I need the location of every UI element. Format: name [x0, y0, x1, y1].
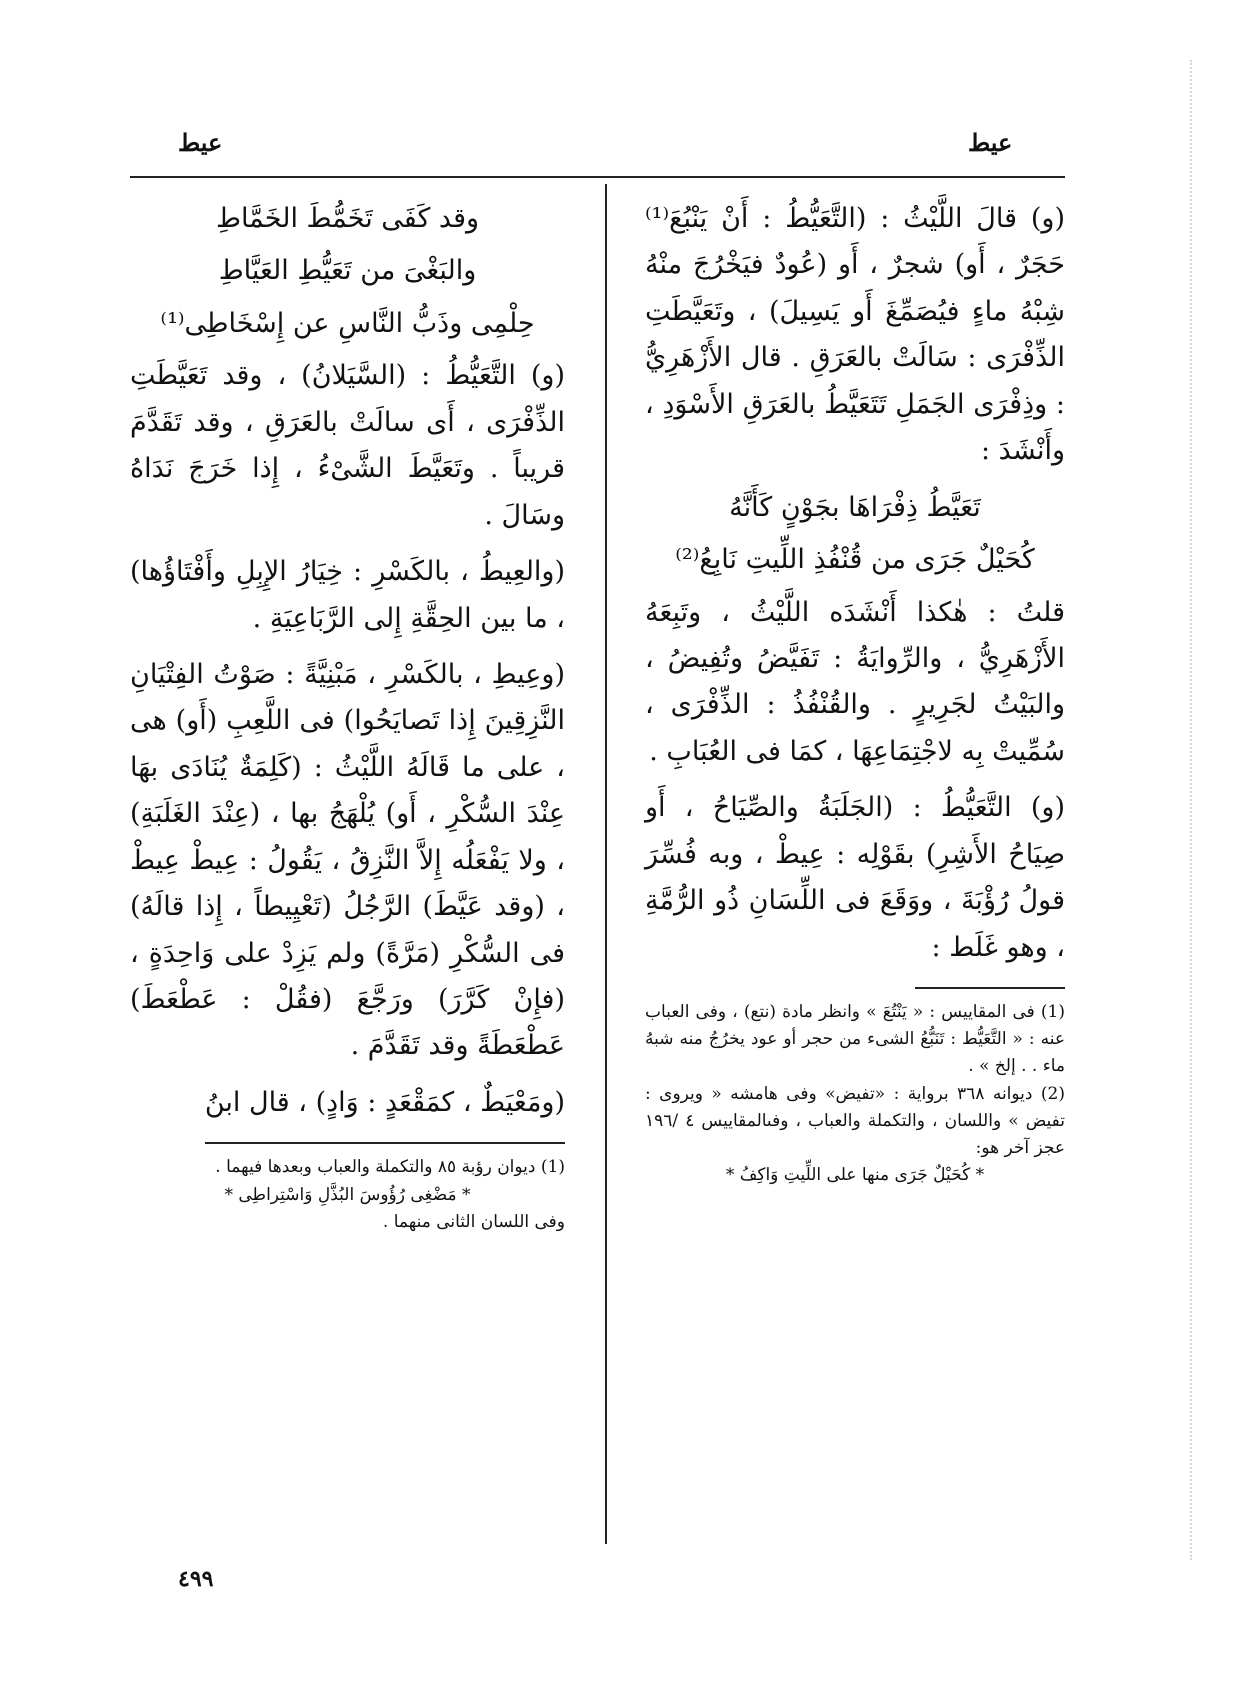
footnote: (2) ديوانه ٣٦٨ برواية : «تفيض» وفى هامشه « ويروى : تفيض » واللسان ، والتكملة والعباب ، وفىالمقاييس ٤ /١٩٦ عجز آخر هو: — [645, 1083, 1066, 1158]
verse-line: كُحَيْلٌ جَرَى من قُنْفُذِ اللِّيتِ نَابِعُ⁽²⁾ — [675, 544, 1035, 576]
paragraph: (والعِيطُ ، بالكَسْرِ : خِيَارُ الإِبِلِ وأَفْتَاؤُها) ، ما بين الحِقَّةِ إِلى الرَّبَاعِيَةِ . — [130, 556, 565, 634]
verse-line: تَعَيَّطُ ذِفْرَاهَا بجَوْنٍ كَأَنَّهُ — [729, 491, 981, 523]
paragraph: (و) التَّعَيُّطُ : (الجَلَبَةُ والصِّيَاحُ ، أَو صِيَاحُ الأَشِرِ) بقَوْلِه : عِيطْ ، وبه فُسِّرَ قولُ رُؤْبَةَ ، ووَقَعَ فى اللِّسَانِ ذُو الرُّمَّةِ ، وهو غَلَط : — [645, 792, 1065, 963]
verse-line: والبَغْىَ من تَعَيُّطِ العَيَّاطِ — [218, 255, 477, 287]
paragraph: قلتُ : هٰكذا أَنْشَدَه اللَّيْثُ ، وتَبِعَهُ الأَزْهَرِيُّ ، والرِّوايَةُ : تَفَيَّضُ وتُفِيضُ ، والبَيْتُ لجَرِيرٍ . والقُنْفُذُ : الذِّفْرَى ، سُمِّيتْ بِه لاجْتِمَاعِهَا ، كمَا فى العُبَابِ . — [645, 596, 1065, 767]
running-head-right: عيط — [968, 128, 1013, 157]
footnote-rule — [915, 987, 1065, 989]
footnote: وفى اللسان الثانى منهما . — [382, 1211, 565, 1232]
paragraph: (و) التَّعَيُّطُ : (السَّيَلانُ) ، وقد تَعَيَّطَتِ الذِّفْرَى ، أَى سالَتْ بالعَرَقِ ، وقد تَقَدَّمَ قريباً . وتَعَيَّطَ الشَّىْءُ ، إِذا خَرَجَ نَدَاهُ وسَالَ . — [130, 360, 565, 531]
footnote-verse: * مَضْغِى رُؤُوسَ البُذَّلِ وَاسْتِراطِى * — [224, 1184, 471, 1205]
header-rule — [130, 176, 1065, 178]
paragraph: (و) قالَ اللَّيْثُ : (التَّعَيُّطُ : أَنْ يَنْبُعَ⁽¹⁾ حَجَرٌ ، أَو) شجرٌ ، أَو (عُودٌ فيَخْرُجَ منْهُ شِبْهُ ماءٍ فيُصَمِّغَ أَو يَسِيلَ) ، وتَعَيَّطَتِ الذِّفْرَى : سَالَتْ بالعَرَقِ . قال الأَزْهَرِيُّ : وذِفْرَى الجَمَلِ تَتَعَيَّطُ بالعَرَقِ الأَسْوَدِ ، وأَنْشَدَ : — [645, 203, 1065, 467]
scan-margin-marks — [1190, 60, 1194, 1560]
footnote-verse: * كُحَيْلٌ جَرَى منها على اللِّيتِ وَاكِفُ * — [725, 1165, 985, 1186]
verse-line: حِلْمِى وذَبُّ النَّاسِ عن إِسْخَاطِى⁽¹⁾ — [160, 307, 535, 339]
page-number: ٤٩٩ — [178, 1566, 214, 1592]
left-column — [130, 196, 565, 1236]
verse-line: وقد كَفَى تَخَمُّطَ الخَمَّاطِ — [215, 203, 480, 234]
right-column — [645, 196, 1065, 1189]
footnote: (1) ديوان رؤبة ٨٥ والتكملة والعباب وبعدها فيهما . — [215, 1157, 565, 1178]
paragraph: (ومَعْيَطٌ ، كمَقْعَدٍ : وَادٍ) ، قال ابنُ — [204, 1086, 565, 1118]
footnote: (1) فى المقاييس : « يَنْتُعَ » وانظر مادة (نتع) ، وفى العباب عنه : « التَّعَيُّط : تَنَبُّعُ الشىء من حجر أو عود يخرُجُ منه شبهُ ماء . . إلخ » . — [645, 1002, 1065, 1077]
paragraph: (وعِيطِ ، بالكَسْرِ ، مَبْنِيَّةً : صَوْتُ الفِتْيَانِ النَّزِقِينَ إِذا تَصايَحُوا) فى اللَّعِبِ (أَو) هى ، على ما قَالَهُ اللَّيْثُ : (كَلِمَةٌ يُنَادَى بهَا عِنْدَ السُّكْرِ ، أَو) يُلْهَجُ بها ، (عِنْدَ الغَلَبَةِ) ، ولا يَفْعَلُه إِلاَّ النَّزِقُ ، يَقُولُ : عِيطْ عِيطْ ، (وقد عَيَّطَ) الرَّجُلُ (تَعْيِيطاً ، إِذا قالَهُ) فى السُّكْرِ (مَرَّةً) ولم يَزِدْ على وَاحِدَةٍ ، (فإِنْ كَرَّرَ) ورَجَّعَ (فقُلْ : عَطْعَطَ) عَطْعَطَةً وقد تَقَدَّمَ . — [130, 658, 565, 1062]
running-head-left: عيط — [178, 128, 223, 157]
column-divider — [605, 184, 607, 1544]
footnote-rule — [205, 1142, 565, 1144]
